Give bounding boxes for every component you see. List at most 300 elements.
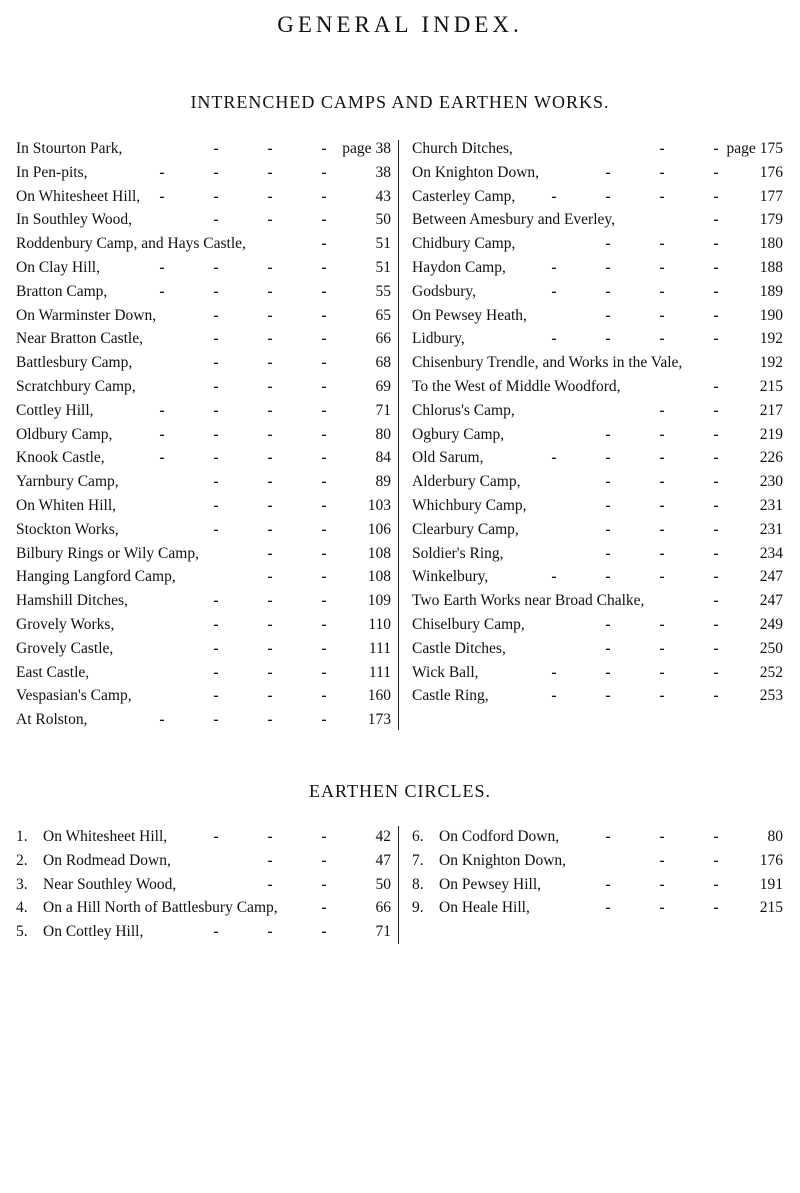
page-value: 109 (367, 592, 391, 610)
leader-dash: - (321, 235, 327, 253)
leader-dash: - (713, 140, 719, 157)
entry-name: Knook Castle, (16, 449, 105, 467)
leader-dash: - (713, 899, 719, 917)
index-entry (412, 849, 783, 873)
leader-dash: - (713, 211, 719, 229)
page-value: 84 (375, 449, 391, 467)
entry-name: Haydon Camp, (412, 258, 506, 276)
entry-name: On Warminster Down, (16, 306, 157, 324)
leader-dashes (189, 684, 351, 708)
leader-dash: - (713, 828, 719, 845)
index-entry (412, 161, 783, 185)
entry-page-number (376, 873, 392, 897)
entry-name: Two Earth Works near Broad Chalke, (412, 592, 645, 610)
page-value: 190 (759, 306, 783, 324)
leader-dashes (581, 637, 743, 661)
entry-name: Oldbury Camp, (16, 425, 113, 443)
index-entry (412, 375, 783, 399)
leader-dash: - (659, 306, 665, 324)
leader-dash: - (321, 282, 327, 300)
leader-dashes (527, 661, 743, 685)
page-value: 50 (375, 211, 391, 229)
leader-dash: - (713, 615, 719, 633)
leader-dash: - (267, 851, 273, 869)
leader-dashes (189, 327, 351, 351)
page-value: 192 (759, 354, 783, 372)
leader-dash: - (605, 875, 611, 893)
leader-dash: - (321, 544, 327, 562)
leader-dash: - (267, 639, 273, 657)
entry-page-number (760, 232, 783, 256)
index-entry (412, 470, 783, 494)
entry-page-number (376, 185, 392, 209)
leader-dash: - (321, 568, 327, 586)
leader-dashes (581, 873, 743, 897)
page-value: 217 (759, 401, 783, 419)
page-prefix: page (726, 140, 756, 157)
leader-dashes (189, 494, 351, 518)
entry-name: In Southley Wood, (16, 211, 133, 229)
leader-dash: - (551, 687, 557, 705)
leader-dash: - (267, 354, 273, 372)
entry-page-number (368, 589, 391, 613)
entry-page-number (760, 256, 783, 280)
column-divider (398, 140, 399, 730)
page-value: 47 (375, 851, 391, 869)
entry-name: In Pen-pits, (16, 163, 88, 181)
entry-page-number (760, 351, 783, 375)
leader-dash: - (267, 306, 273, 324)
leader-dash: - (321, 163, 327, 181)
leader-dash: - (213, 711, 219, 729)
intrenched-camps-right-column (412, 137, 783, 708)
leader-dashes (243, 873, 351, 897)
index-entry (16, 518, 391, 542)
leader-dash: - (713, 875, 719, 893)
leader-dashes (689, 375, 743, 399)
entry-page-number (376, 232, 392, 256)
page-value: 111 (368, 639, 391, 657)
leader-dashes (527, 256, 743, 280)
index-entry (412, 137, 783, 161)
leader-dashes (635, 849, 743, 873)
leader-dash: - (659, 663, 665, 681)
leader-dash: - (605, 473, 611, 491)
entry-page-number (342, 137, 391, 161)
leader-dash: - (321, 615, 327, 633)
leader-dash: - (659, 449, 665, 467)
page-value: 103 (367, 496, 391, 514)
entry-page-number (376, 896, 392, 920)
entry-name: To the West of Middle Woodford, (412, 377, 621, 395)
entry-page-number (760, 565, 783, 589)
entry-page-number (376, 825, 392, 849)
leader-dash: - (605, 258, 611, 276)
entry-page-number (368, 518, 391, 542)
leader-dash: - (713, 592, 719, 610)
leader-dash: - (267, 687, 273, 705)
leader-dash: - (267, 140, 273, 157)
leader-dashes (527, 327, 743, 351)
entry-page-number (760, 684, 783, 708)
leader-dashes (189, 661, 351, 685)
entry-number: 9. (412, 899, 424, 917)
leader-dashes (135, 185, 351, 209)
leader-dash: - (605, 425, 611, 443)
page-value: 189 (759, 282, 783, 300)
index-entry (16, 423, 391, 447)
index-entry (412, 542, 783, 566)
leader-dash: - (605, 496, 611, 514)
leader-dash: - (159, 163, 165, 181)
index-entry (412, 518, 783, 542)
entry-name: Lidbury, (412, 330, 465, 348)
leader-dash: - (267, 875, 273, 893)
entry-name: Wick Ball, (412, 663, 479, 681)
entry-name: Whichbury Camp, (412, 496, 527, 514)
entry-name: Castle Ditches, (412, 639, 506, 657)
index-entry (16, 542, 391, 566)
entry-page-number (376, 351, 392, 375)
leader-dash: - (551, 330, 557, 348)
leader-dash: - (267, 282, 273, 300)
leader-dash: - (605, 687, 611, 705)
leader-dash: - (659, 401, 665, 419)
page-value: 108 (367, 568, 391, 586)
leader-dashes (135, 399, 351, 423)
leader-dash: - (659, 258, 665, 276)
entry-name: Winkelbury, (412, 568, 489, 586)
entry-name: Scratchbury Camp, (16, 377, 136, 395)
leader-dash: - (605, 639, 611, 657)
leader-dash: - (605, 187, 611, 205)
leader-dash: - (321, 354, 327, 372)
leader-dashes (297, 896, 351, 920)
entry-page-number (726, 137, 783, 161)
leader-dashes (135, 161, 351, 185)
page-value: 253 (759, 687, 783, 705)
entry-name: Chidbury Camp, (412, 235, 516, 253)
leader-dash: - (267, 473, 273, 491)
index-entry (16, 161, 391, 185)
index-entry (16, 849, 391, 873)
entry-name: On Clay Hill, (16, 258, 100, 276)
leader-dash: - (551, 258, 557, 276)
leader-dash: - (659, 425, 665, 443)
leader-dash: - (713, 449, 719, 467)
index-entry (16, 327, 391, 351)
leader-dashes (189, 637, 351, 661)
leader-dashes (635, 399, 743, 423)
leader-dash: - (267, 615, 273, 633)
entry-page-number (760, 542, 783, 566)
leader-dashes (581, 542, 743, 566)
index-entry (16, 565, 391, 589)
page-value: 38 (375, 163, 391, 181)
index-entry (16, 494, 391, 518)
leader-dash: - (659, 140, 665, 157)
leader-dashes (689, 208, 743, 232)
entry-page-number (760, 518, 783, 542)
leader-dash: - (213, 687, 219, 705)
index-entry (16, 661, 391, 685)
leader-dash: - (213, 473, 219, 491)
page-value: 180 (759, 235, 783, 253)
index-entry (16, 825, 391, 849)
entry-number: 4. (16, 899, 28, 917)
entry-name: At Rolston, (16, 711, 88, 729)
page-value: 249 (759, 615, 783, 633)
entry-name: Castle Ring, (412, 687, 489, 705)
leader-dashes (243, 565, 351, 589)
entry-page-number (760, 399, 783, 423)
page-value: 89 (375, 473, 391, 491)
leader-dashes (189, 208, 351, 232)
entry-name: Grovely Works, (16, 615, 115, 633)
leader-dash: - (321, 899, 327, 917)
page-value: 215 (759, 377, 783, 395)
page-value: 80 (375, 425, 391, 443)
leader-dashes (189, 470, 351, 494)
index-entry (16, 613, 391, 637)
page-value: 65 (375, 306, 391, 324)
index-entry (16, 280, 391, 304)
entry-page-number (760, 873, 783, 897)
entry-name: On Whitesheet Hill, (16, 187, 141, 205)
leader-dashes (189, 613, 351, 637)
leader-dash: - (659, 544, 665, 562)
page-title: GENERAL INDEX. (277, 12, 523, 37)
entry-page-number (369, 637, 391, 661)
leader-dash: - (321, 211, 327, 229)
entry-name: Bratton Camp, (16, 282, 108, 300)
entry-page-number (760, 470, 783, 494)
leader-dash: - (213, 258, 219, 276)
leader-dash: - (713, 163, 719, 181)
leader-dashes (189, 351, 351, 375)
leader-dash: - (659, 330, 665, 348)
leader-dash: - (267, 449, 273, 467)
index-entry (412, 661, 783, 685)
entry-name: Ogbury Camp, (412, 425, 505, 443)
page-value: 108 (367, 544, 391, 562)
entry-page-number (760, 304, 783, 328)
index-entry (412, 825, 783, 849)
index-entry (412, 423, 783, 447)
entry-name: On Pewsey Heath, (412, 306, 527, 324)
leader-dash: - (659, 520, 665, 538)
entry-page-number (368, 684, 391, 708)
page-value: 68 (375, 354, 391, 372)
page-value: 230 (759, 473, 783, 491)
entry-page-number (376, 256, 392, 280)
leader-dash: - (321, 306, 327, 324)
entry-page-number (376, 304, 392, 328)
leader-dash: - (159, 258, 165, 276)
page-value: 110 (368, 615, 391, 633)
entry-name: In Stourton Park, (16, 140, 123, 157)
index-entry (412, 873, 783, 897)
page-value: 42 (375, 828, 391, 845)
entry-page-number (376, 423, 392, 447)
entry-page-number (760, 327, 783, 351)
page-value: 234 (759, 544, 783, 562)
leader-dash: - (605, 330, 611, 348)
leader-dash: - (213, 140, 219, 157)
entry-page-number (368, 494, 391, 518)
index-entry (16, 137, 391, 161)
leader-dash: - (267, 923, 273, 941)
index-entry (412, 351, 783, 375)
entry-page-number (369, 661, 391, 685)
leader-dash: - (605, 163, 611, 181)
leader-dash: - (659, 851, 665, 869)
leader-dash: - (605, 282, 611, 300)
leader-dash: - (321, 140, 327, 157)
entry-page-number (376, 446, 392, 470)
leader-dash: - (713, 496, 719, 514)
leader-dash: - (321, 496, 327, 514)
leader-dash: - (605, 663, 611, 681)
page-value: 80 (767, 828, 783, 845)
page-value: 219 (759, 425, 783, 443)
index-entry (412, 185, 783, 209)
leader-dash: - (321, 711, 327, 729)
page-value: 38 (375, 140, 391, 157)
page-value: 215 (759, 899, 783, 917)
entry-name: Cottley Hill, (16, 401, 94, 419)
index-entry (16, 873, 391, 897)
leader-dashes (581, 518, 743, 542)
leader-dash: - (551, 449, 557, 467)
leader-dash: - (713, 306, 719, 324)
leader-dash: - (321, 377, 327, 395)
leader-dash: - (659, 235, 665, 253)
entry-name: On Knighton Down, (439, 851, 567, 869)
leader-dashes (527, 446, 743, 470)
leader-dashes (135, 280, 351, 304)
entry-name: Casterley Camp, (412, 187, 516, 205)
leader-dash: - (713, 401, 719, 419)
entry-page-number (376, 280, 392, 304)
leader-dash: - (605, 544, 611, 562)
leader-dash: - (213, 639, 219, 657)
leader-dash: - (267, 401, 273, 419)
leader-dash: - (713, 473, 719, 491)
leader-dash: - (213, 828, 219, 845)
leader-dash: - (713, 639, 719, 657)
leader-dash: - (321, 875, 327, 893)
entry-name: Godsbury, (412, 282, 477, 300)
page-value: 191 (759, 875, 783, 893)
entry-name: On Cottley Hill, (43, 923, 144, 941)
leader-dashes (581, 470, 743, 494)
leader-dash: - (713, 568, 719, 586)
entry-name: Vespasian's Camp, (16, 687, 132, 705)
leader-dashes (527, 565, 743, 589)
leader-dash: - (321, 592, 327, 610)
leader-dashes (189, 137, 351, 161)
entry-page-number (376, 375, 392, 399)
leader-dash: - (267, 568, 273, 586)
index-entry (16, 920, 391, 944)
index-entry (16, 399, 391, 423)
leader-dash: - (659, 568, 665, 586)
leader-dash: - (213, 449, 219, 467)
index-entry (16, 304, 391, 328)
page-value: 188 (759, 258, 783, 276)
leader-dash: - (267, 163, 273, 181)
entry-number: 7. (412, 851, 424, 869)
leader-dash: - (267, 187, 273, 205)
leader-dashes (189, 589, 351, 613)
leader-dash: - (321, 258, 327, 276)
page-value: 66 (375, 330, 391, 348)
entry-name: Old Sarum, (412, 449, 484, 467)
entry-page-number (768, 825, 784, 849)
entry-page-number (760, 661, 783, 685)
index-entry (16, 589, 391, 613)
entry-page-number (760, 637, 783, 661)
entry-page-number (760, 185, 783, 209)
entry-page-number (368, 708, 391, 732)
leader-dashes (189, 375, 351, 399)
entry-page-number (376, 399, 392, 423)
index-entry (412, 256, 783, 280)
index-entry (412, 327, 783, 351)
page-value: 192 (759, 330, 783, 348)
leader-dash: - (713, 377, 719, 395)
leader-dash: - (321, 520, 327, 538)
index-entry (16, 470, 391, 494)
leader-dash: - (321, 687, 327, 705)
index-entry (16, 637, 391, 661)
entry-page-number (760, 208, 783, 232)
leader-dashes (135, 423, 351, 447)
leader-dash: - (713, 330, 719, 348)
index-entry (412, 896, 783, 920)
entry-number: 8. (412, 875, 424, 893)
entry-number: 2. (16, 851, 28, 869)
leader-dash: - (659, 496, 665, 514)
entry-name: On Whiten Hill, (16, 496, 117, 514)
index-entry (16, 446, 391, 470)
entry-name: On Heale Hill, (439, 899, 530, 917)
index-entry (412, 232, 783, 256)
leader-dash: - (605, 828, 611, 845)
leader-dash: - (213, 401, 219, 419)
page-value: 51 (375, 258, 391, 276)
entry-name: Chiselbury Camp, (412, 615, 525, 633)
leader-dashes (581, 423, 743, 447)
leader-dash: - (713, 851, 719, 869)
leader-dash: - (159, 401, 165, 419)
entry-name: Roddenbury Camp, and Hays Castle, (16, 235, 246, 253)
page-value: 231 (759, 496, 783, 514)
index-entry (16, 256, 391, 280)
leader-dash: - (713, 282, 719, 300)
entry-name: Stockton Works, (16, 520, 119, 538)
index-entry (412, 589, 783, 613)
page-value: 106 (367, 520, 391, 538)
earthen-circles-left-column (16, 825, 391, 944)
leader-dash: - (713, 425, 719, 443)
leader-dash: - (213, 282, 219, 300)
leader-dash: - (213, 330, 219, 348)
leader-dash: - (213, 496, 219, 514)
page-value: 43 (375, 187, 391, 205)
leader-dash: - (659, 899, 665, 917)
